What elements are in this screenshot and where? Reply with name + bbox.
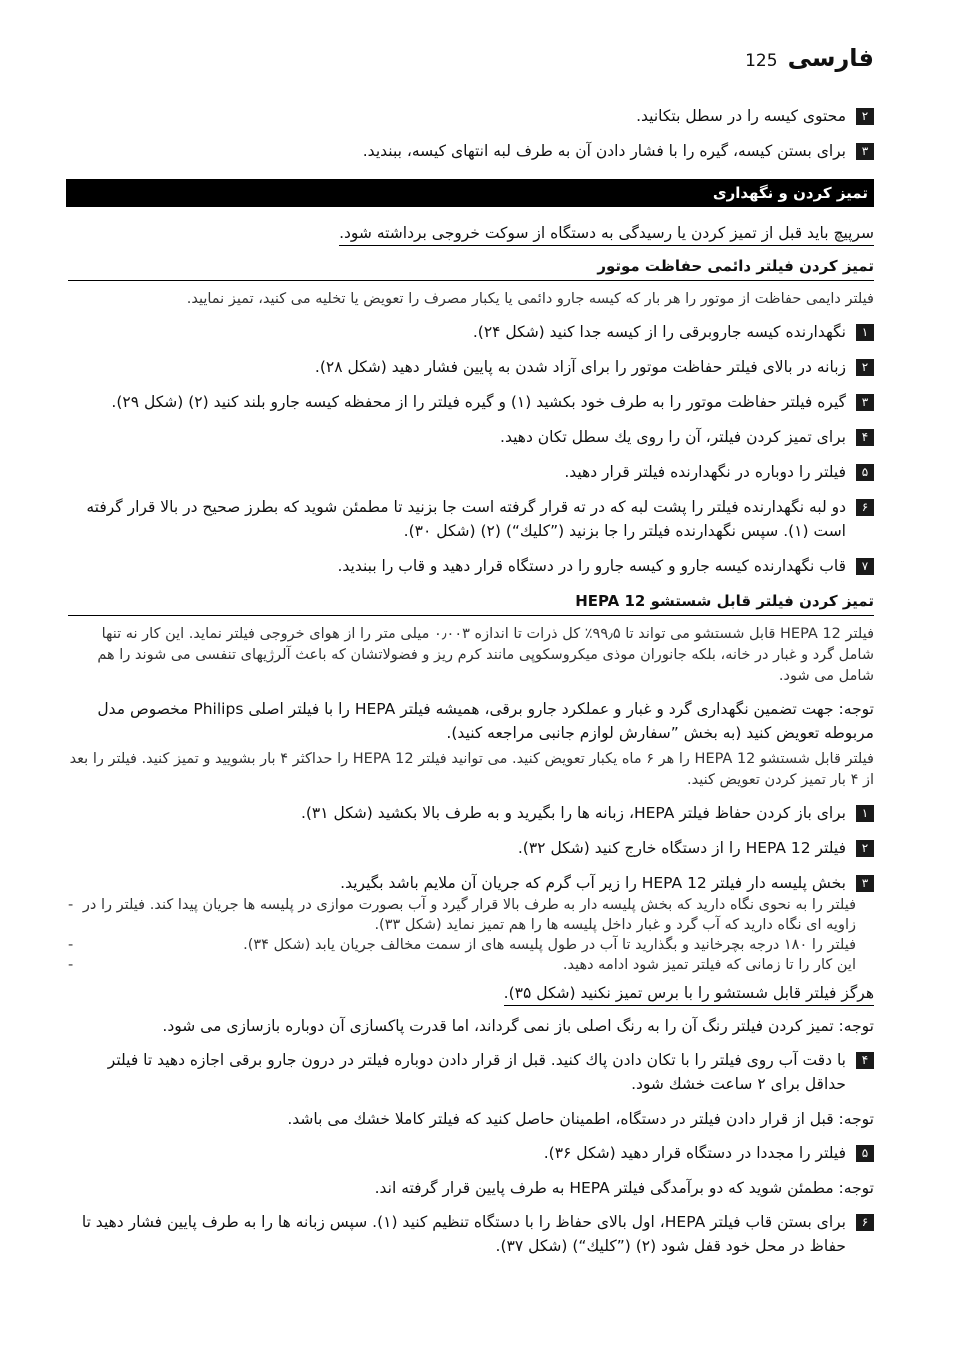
step-item [68, 104, 874, 128]
step-text: با دقت آب روی فیلتر را با تکان دادن پاك کنید. قبل از قرار دادن دوباره فیلتر در درون جارو برقی اجازه دهید تا فیلتر حداقل برای ۲ ساعت خشك شود. [107, 1051, 846, 1093]
step-text: قاب نگهدارنده کیسه جارو و کیسه جارو را در دستگاه قرار دهید و قاب را ببندید. [337, 557, 846, 575]
step-item [68, 390, 874, 414]
step-number: ۵ [856, 1145, 874, 1162]
page-number: 125 [745, 51, 778, 71]
step-number: ۵ [856, 464, 874, 481]
step-text: برای بستن کیسه، گیره را با فشار دادن آن به طرف لبه انتهای کیسه، ببندید. [362, 142, 846, 160]
step-text: برای باز کردن حفاظ فیلتر HEPA، زبانه ها را بگیرید و به طرف بالا بکشید (شکل ۳۱). [300, 804, 846, 822]
step-item [68, 495, 874, 543]
step-item [68, 1210, 874, 1258]
note-text: توجه: قبل از قرار دادن فیلتر در دستگاه، اطمینان حاصل کنید که فیلتر کاملا خشك می باشد. [287, 1110, 874, 1128]
step-text: زبانه در بالای فیلتر حفاظت موتور را برای آزاد شدن به پایین فشار دهید (شکل ۲۸). [314, 358, 846, 376]
note-text: توجه: مطمئن شوید که دو برآمدگی فیلتر HEPA به طرف پایین قرار گرفته اند. [374, 1179, 874, 1197]
bullet-item: - فیلتر را ۱۸۰ درجه بچرخانید و بگذارید تا آب در طول پلیسه های از سمت مخالف جریان یابد (شکل ۳۴). [68, 935, 874, 955]
step-item [68, 554, 874, 578]
step-item [68, 836, 874, 860]
hepa-replacement-info: فیلتر قابل شستشو HEPA 12 را هر ۶ ماه یکبار تعویض کنید. می توانید فیلتر HEPA 12 را حداکثر ۴ بار بشویید و تمیز کنید. فیلتر را بعد از ۴ بار تمیز کردن تعویض کنید. [69, 751, 874, 788]
step-text: بخش پلیسه دار فیلتر HEPA 12 را زیر آب گرم که جریان آن ملایم باشد بگیرید. [340, 874, 846, 892]
step-number: ۷ [856, 558, 874, 575]
step-text: نگهدارنده کیسه جاروبرقی را از کیسه جدا کنید (شکل ۲۴). [472, 323, 846, 341]
step-number: ۳ [856, 143, 874, 160]
step-number: ۳ [856, 875, 874, 892]
step-text: فیلتر HEPA 12 را از دستگاه خارج کنید (شکل ۳۲). [517, 839, 846, 857]
page-header [745, 44, 874, 72]
step-item [68, 139, 874, 163]
step-item [68, 355, 874, 379]
warning-text: هرگز فیلتر قابل شستشو را با برس تمیز نکنید (شکل ۳۵). [504, 981, 874, 1006]
note-text: توجه: تمیز کردن فیلتر رنگ آن را به رنگ اصلی باز نمی گرداند، اما قدرت پاکسازی آن دوباره بازسازی می شود. [162, 1017, 874, 1035]
bullet-item: - این کار را تا زمانی که فیلتر تمیز شود ادامه دهید. [68, 955, 874, 975]
step-number: ۲ [856, 108, 874, 125]
step-text: دو لبه نگهدارنده فیلتر را پشت لبه که در ته قرار گرفته است جا بزنید تا مطمئن شوید که بطرز صحیح در بالا قرار گرفته است (۱). سپس نگهدارنده فیلتر را جا بزنید (”کلیك“) (۲) (شکل ۳۰). [86, 498, 846, 540]
step-item [68, 871, 874, 895]
step-number: ۲ [856, 840, 874, 857]
step-number: ۶ [856, 1214, 874, 1231]
step-item [68, 1048, 874, 1096]
step-item [68, 425, 874, 449]
step-number: ۳ [856, 394, 874, 411]
warning-line [68, 981, 874, 1008]
step-text: محتوی کیسه را در سطل بتکانید. [636, 107, 846, 125]
hepa-heading: تمیز کردن فیلتر قابل شستشو HEPA 12 [68, 589, 874, 616]
step-item [68, 1141, 874, 1165]
step-item [68, 801, 874, 825]
step-number: ۴ [856, 1052, 874, 1069]
step-item [68, 320, 874, 344]
motor-filter-intro: فیلتر دایمی حفاظت از موتور را هر بار که کیسه جارو دائمی یا یکبار مصرف را تعویض یا تخلیه می کنید، تمیز نمایید. [186, 291, 874, 307]
step-number: ۴ [856, 429, 874, 446]
step-text: گیره فیلتر حفاظت موتور را به طرف خود بکشید (۱) و گیره فیلتر را از محفظه کیسه جارو بلند کنید (۲) (شکل ۲۹). [111, 393, 846, 411]
step-number: ۱ [856, 324, 874, 341]
step-text: فیلتر را دوباره در نگهدارنده فیلتر قرار دهید. [564, 463, 846, 481]
step-text: فیلتر را مجددا در دستگاه قرار دهید (شکل ۳۶). [543, 1144, 846, 1162]
bullet-item: - فیلتر را به نحوی نگاه دارید که بخش پلیسه دار به طرف بالا قرار گیرد و آب بصورت موازی در پلیسه ها جریان پیدا کند. فیلتر را در زاویه ای نگاه دارید که آب گرد و غبار داخل پلیسه ها را هم تمیز نماید (شکل ۳۳). [68, 895, 874, 935]
section-title-bar: تمیز کردن و نگهداری [66, 179, 874, 207]
motor-filter-heading: تمیز کردن فیلتر دائمی حفاظت موتور [68, 254, 874, 281]
hepa-note: توجه: جهت تضمین نگهداری گرد و غبار و عملکرد جارو برقی، همیشه فیلتر HEPA را با فیلتر اصلی Philips مخصوص مدل مربوطه تعویض کنید (به بخش ”سفارش لوازم جانبی مراجعه کنید). [97, 700, 874, 742]
step-number: ۶ [856, 499, 874, 516]
step-text: برای بستن قاب فیلتر HEPA، اول بالای حفاظ را با دستگاه تنظیم کنید (۱). سپس زبانه ها را به طرف پایین فشار دهید تا حفاظ در محل خود قفل شود (۲) (”کلیك“) (شکل ۳۷). [81, 1213, 846, 1255]
step-text: برای تمیز کردن فیلتر، آن را روی یك سطل تکان دهید. [500, 428, 846, 446]
step-number: ۱ [856, 805, 874, 822]
language-title: فارسی [787, 44, 874, 72]
hepa-intro: فیلتر HEPA 12 قابل شستشو می تواند تا ۹۹٫۵٪ کل ذرات تا اندازه ۰٫۰۰۳ میلی متر را از هوای خروجی فیلتر نماید. این کار نه تنها شامل گرد و غبار در خانه، بلکه جانوران موذی میکروسکوپی مانند کرم ریز و فضولاتشان که باعث آلرژیهای تنفسی می شوند را هم شامل می شود. [97, 626, 874, 684]
page-content [68, 104, 874, 1269]
warning-text: سرپیچ باید قبل از تمیز کردن یا رسیدگی به دستگاه از سوکت خروجی برداشته شود. [339, 221, 874, 246]
step-item [68, 460, 874, 484]
warning-line [68, 221, 874, 248]
step-number: ۲ [856, 359, 874, 376]
